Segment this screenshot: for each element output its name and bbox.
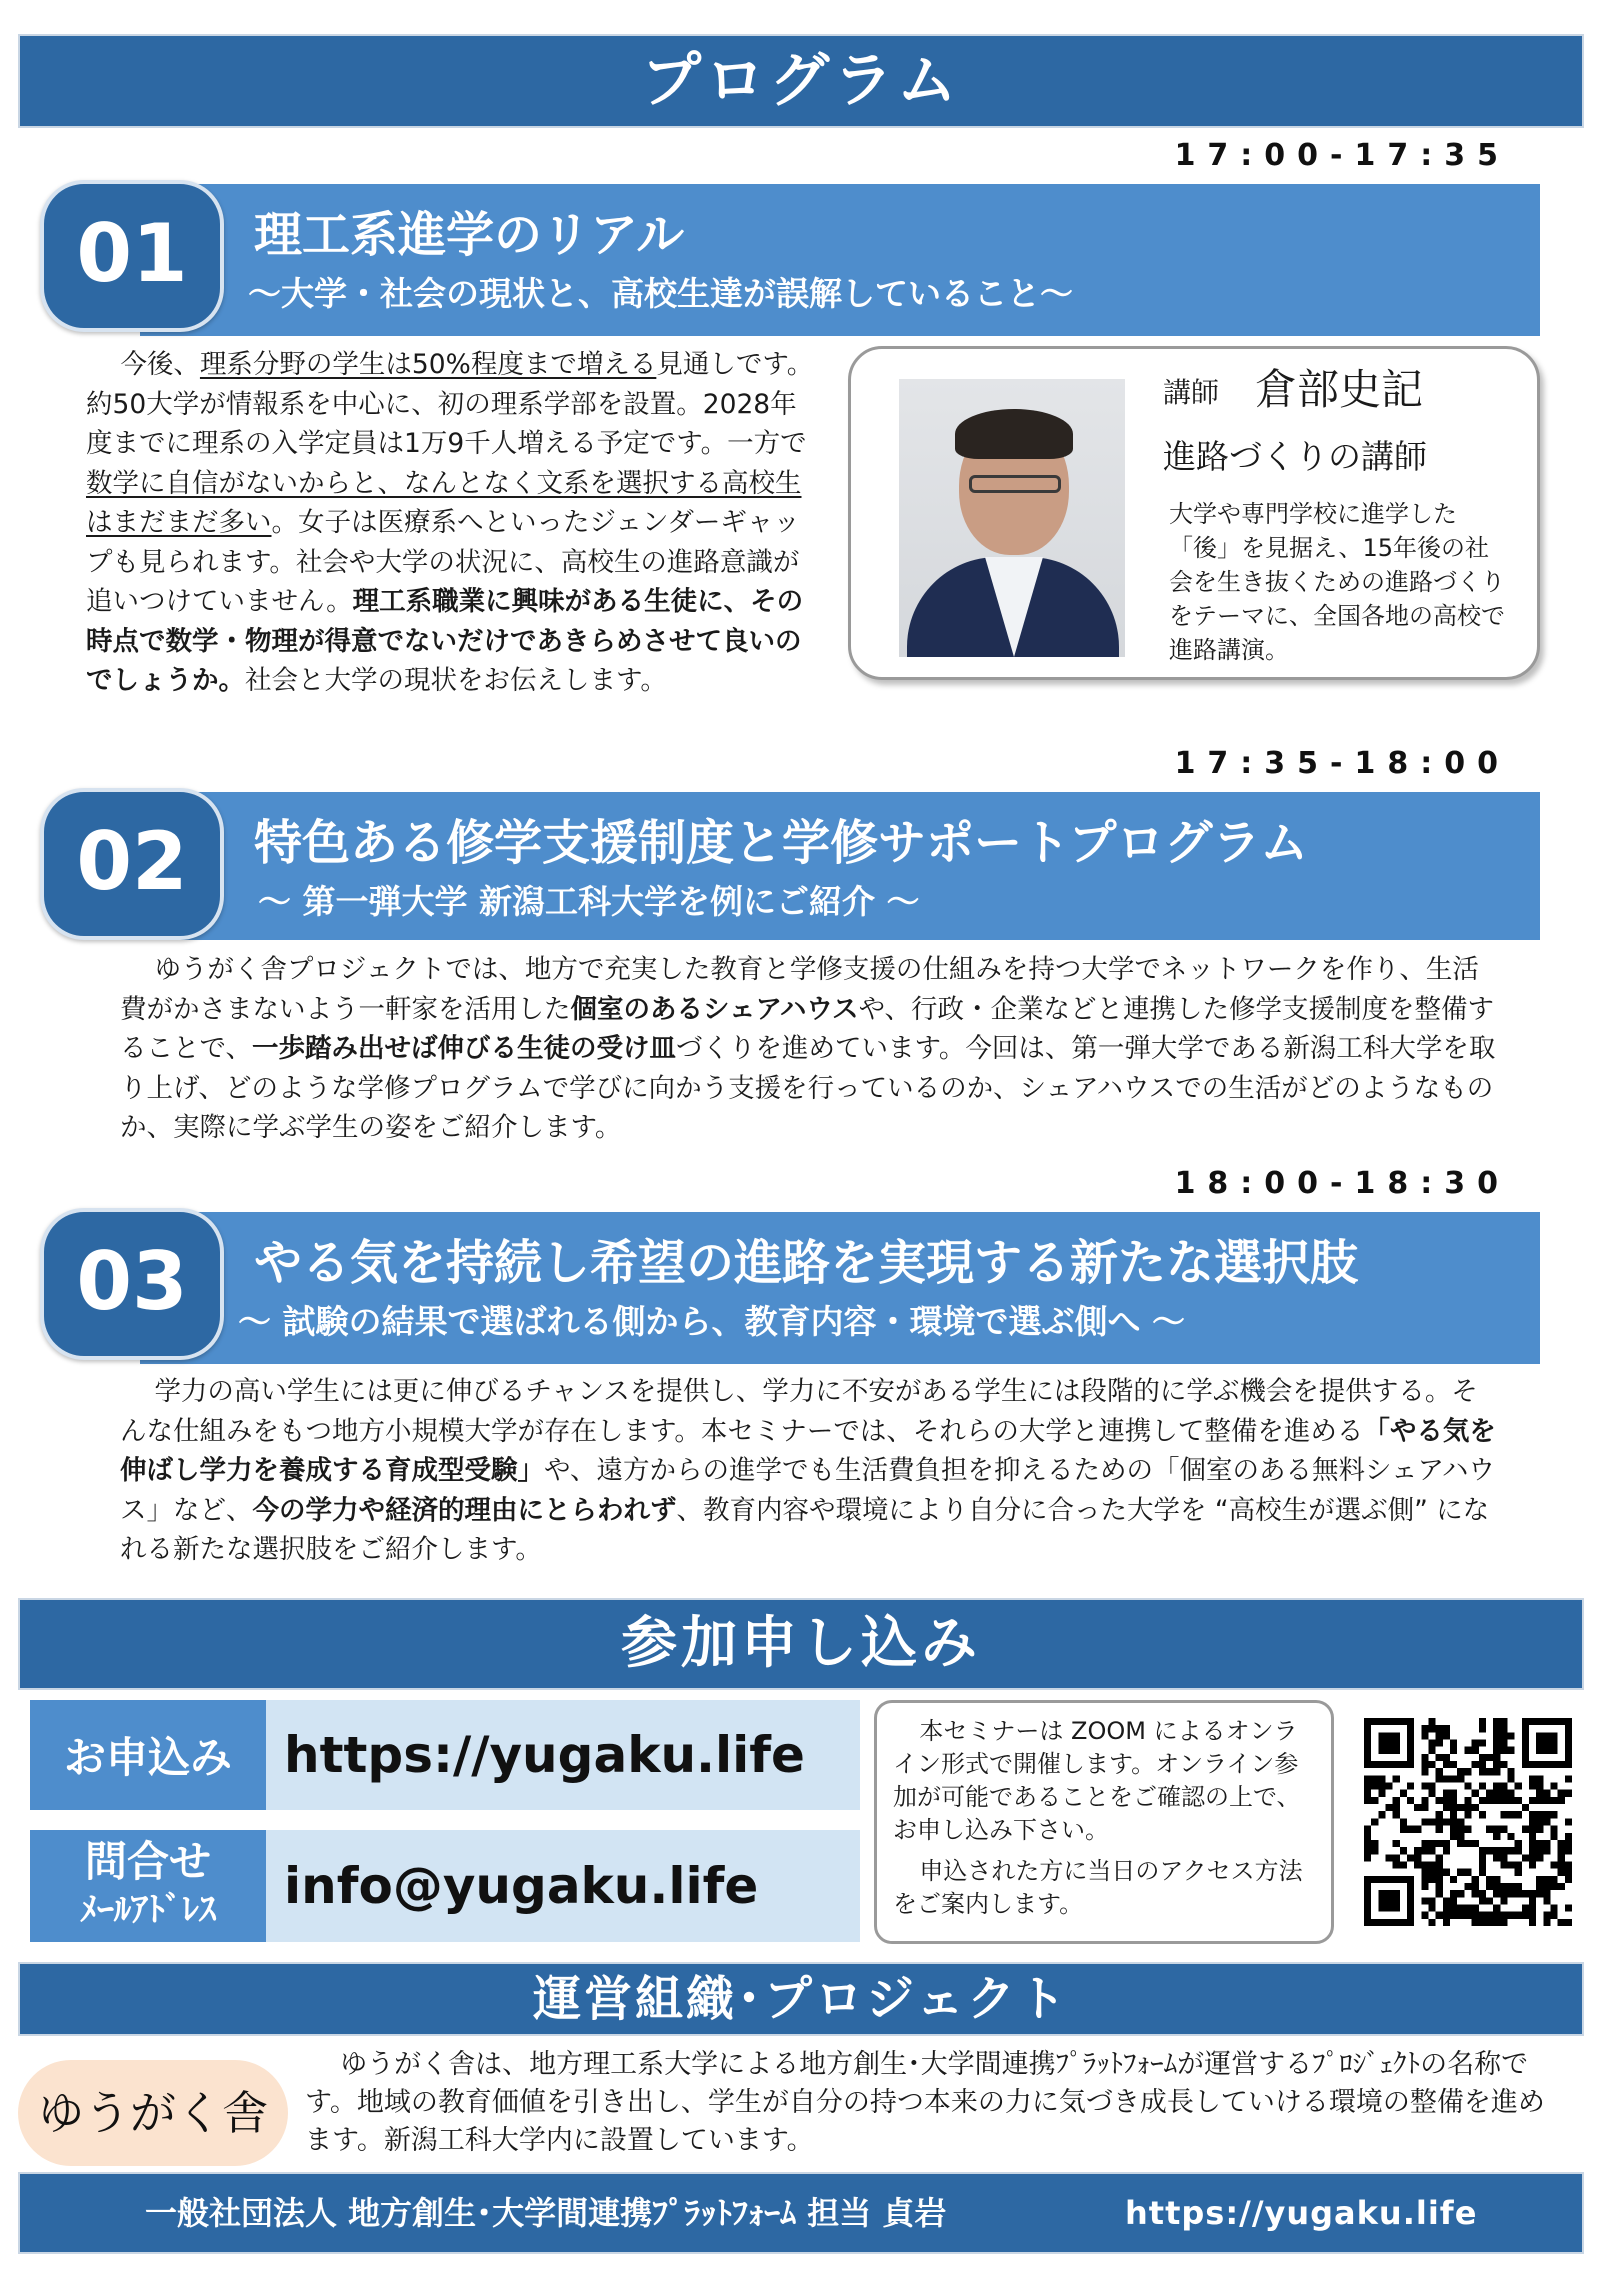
section-01-title: 理工系進学のリアル: [254, 207, 685, 263]
section-03-header: [140, 1212, 1540, 1364]
apply-row-url: [30, 1700, 860, 1810]
apply-url-label: お申込み: [30, 1700, 266, 1810]
footer-organization: 一般社団法人 地方創生･大学間連携ﾌﾟﾗｯﾄﾌｫｰﾑ 担当 貞岩: [145, 2194, 947, 2232]
section-02-subtitle: ～ 第一弾大学 新潟工科大学を例にご紹介 ～: [258, 882, 920, 921]
organization-heading: 運営組織･プロジェクト: [18, 1962, 1584, 2036]
qr-code-icon[interactable]: [1364, 1718, 1572, 1926]
section-03-subtitle: ～ 試験の結果で選ばれる側から、教育内容・環境で選ぶ側へ ～: [238, 1302, 1185, 1341]
contact-email-link[interactable]: info@yugaku.life: [266, 1830, 860, 1942]
section-03-time: 18:00-18:30: [1174, 1166, 1510, 1201]
instructor-role: 講師: [1163, 376, 1220, 409]
footer: [18, 2172, 1584, 2254]
apply-heading: 参加申し込み: [18, 1598, 1584, 1690]
apply-url-link[interactable]: https://yugaku.life: [266, 1700, 860, 1810]
instructor-card: [848, 346, 1540, 680]
section-01-subtitle: ～大学・社会の現状と、高校生達が誤解していること～: [248, 274, 1073, 313]
section-02-header: [140, 792, 1540, 940]
instructor-photo: [899, 379, 1125, 657]
instructor-description: 大学や専門学校に進学した「後」を見据え、15年後の社会を生き抜くための進路づくりをテーマに、全国各地の高校で進路講演。: [1169, 500, 1505, 664]
section-01-header: [140, 184, 1540, 336]
section-03-title: やる気を持続し希望の進路を実現する新たな選択肢: [254, 1235, 1359, 1291]
yugakusha-logo: ゆうがく舎: [18, 2060, 288, 2166]
section-01-number: 01: [40, 180, 224, 332]
page-title: プログラム: [18, 34, 1584, 128]
section-03-number: 03: [40, 1208, 224, 1360]
section-01-body: 今後、理系分野の学生は50%程度まで増える見通しです。約50大学が情報系を中心に、初の理系学部を設置。2028年度までに理系の入学定員は1万9千人増える予定です。一方で数学に自信がないからと、なんとなく文系を選択する高校生はまだまだ多い。女子は医療系へといったジェンダーギャップも見られます。社会や大学の状況に、高校生の進路意識が追いつけていません。理工系職業に興味がある生徒に、その時点で数学・物理が得意でないだけであきらめさせて良いのでしょうか。社会と大学の現状をお伝えします。: [86, 349, 814, 696]
section-01-time: 17:00-17:35: [1174, 138, 1510, 173]
footer-url[interactable]: https://yugaku.life: [1125, 2194, 1478, 2232]
organization-description: ゆうがく舎は、地方理工系大学による地方創生･大学間連携ﾌﾟﾗｯﾄﾌｫｰﾑが運営するﾌﾟﾛｼﾞｪｸﾄの名称です。地域の教育価値を引き出し、学生が自分の持つ本来の力に気づき成長していける環境の整備を進めます。新潟工科大学内に設置しています。: [305, 2049, 1545, 2156]
section-02-time: 17:35-18:00: [1174, 746, 1510, 781]
section-03-body: 学力の高い学生には更に伸びるチャンスを提供し、学力に不安がある学生には段階的に学ぶ機会を提供する。そんな仕組みをもつ地方小規模大学が存在します。本セミナーでは、それらの大学と連携して整備を進める「やる気を伸ばし学力を養成する育成型受験」や、遠方からの進学でも生活費負担を抑えるための「個室のある無料シェアハウス」など、今の学力や経済的理由にとらわれず、教育内容や環境により自分に合った大学を “高校生が選ぶ側” になれる新たな選択肢をご紹介します。: [120, 1376, 1496, 1565]
instructor-name: 倉部史記: [1255, 365, 1424, 414]
section-02-body: ゆうがく舎プロジェクトでは、地方で充実した教育と学修支援の仕組みを持つ大学でネットワークを作り、生活費がかさまないよう一軒家を活用した個室のあるシェアハウスや、行政・企業などと連携した修学支援制度を整備することで、一歩踏み出せば伸びる生徒の受け皿づくりを進めています。今回は、第一弾大学である新潟工科大学を取り上げ、どのような学修プログラムで学びに向かう支援を行っているのか、シェアハウスでの生活がどのようなものか、実際に学ぶ学生の姿をご紹介します。: [120, 954, 1496, 1143]
section-02-number: 02: [40, 788, 224, 940]
apply-row-email: [30, 1830, 860, 1942]
instructor-title: 進路づくりの講師: [1163, 437, 1427, 476]
seminar-notice: 本セミナーは ZOOM によるオンライン形式で開催します。オンライン参加が可能であることをご確認の上で、お申し込み下さい。 申込された方に当日のアクセス方法をご案内します。: [874, 1700, 1334, 1944]
contact-email-label: 問合せ ﾒｰﾙｱﾄﾞﾚｽ: [30, 1830, 266, 1942]
section-02-title: 特色ある修学支援制度と学修サポートプログラム: [254, 815, 1309, 871]
